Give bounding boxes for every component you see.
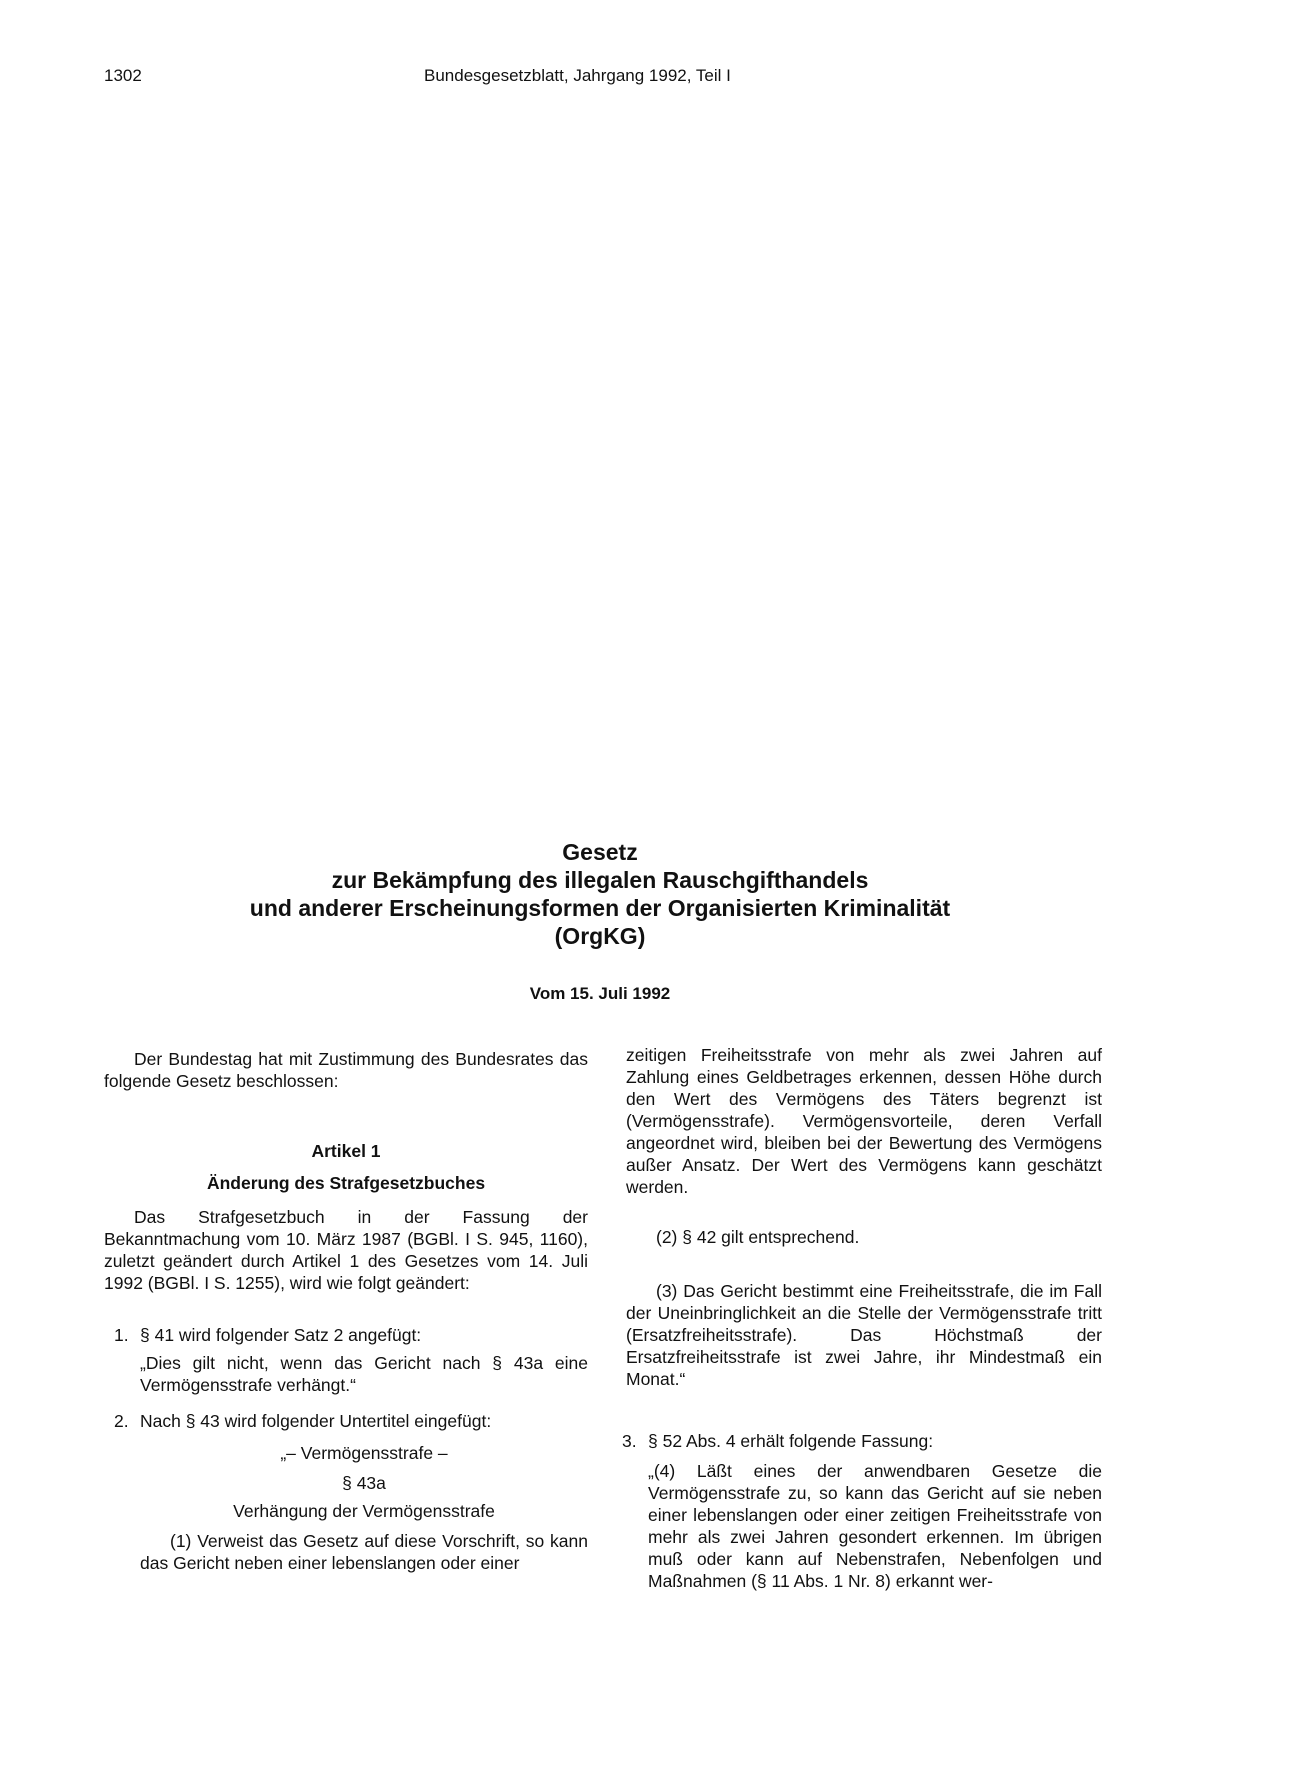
section-title: Verhängung der Vermögensstrafe [233, 1501, 495, 1521]
preamble: Der Bundestag hat mit Zustimmung des Bundesrates das folgende Gesetz beschlossen: [104, 1049, 588, 1091]
list-item-text: Nach § 43 wird folgender Untertitel eingefügt: [140, 1411, 492, 1431]
law-title-line3: und anderer Erscheinungsformen der Organisierten Kriminalität [249, 895, 951, 921]
list-item-number: 1. [114, 1325, 129, 1345]
law-title-abbreviation: (OrgKG) [554, 923, 646, 949]
quote-item-1: „Dies gilt nicht, wenn das Gericht nach § 43a eine Vermögensstrafe verhängt.“ [140, 1353, 588, 1395]
subtitle-quote: „– Vermögensstrafe – [280, 1443, 448, 1463]
section-number: § 43a [342, 1473, 386, 1493]
list-item-text: § 52 Abs. 4 erhält folgende Fassung: [648, 1431, 934, 1451]
list-item-number: 2. [114, 1411, 129, 1431]
paragraph-1-continued: zeitigen Freiheitsstrafe von mehr als zwei Jahren auf Zahlung eines Geldbetrages erkennen, dessen Höhe durch den Wert des Vermögens des Täters begrenzt ist (Vermögensstrafe). Vermögensvorteile, deren Verfall angeordnet wird, bleiben bei der Bewertung des Vermögens außer Ansatz. Der Wert des Vermögens kann geschätzt werden. [626, 1045, 1102, 1197]
law-title-line2: zur Bekämpfung des illegalen Rauschgifthandels [331, 867, 869, 893]
paragraph-1-start: (1) Verweist das Gesetz auf diese Vorschrift, so kann das Gericht neben einer lebenslangen oder einer [140, 1531, 588, 1573]
page-number: 1302 [104, 66, 142, 85]
paragraph-3: (3) Das Gericht bestimmt eine Freiheitsstrafe, die im Fall der Uneinbringlichkeit an die Stelle der Vermögensstrafe tritt (Ersatzfreiheitsstrafe). Das Höchstmaß der Ersatzfreiheitsstrafe ist zwei Jahre, ihr Mindestmaß ein Monat.“ [626, 1281, 1102, 1389]
law-title-gesetz: Gesetz [562, 839, 638, 865]
article-subtitle: Änderung des Strafgesetzbuches [206, 1173, 486, 1193]
quote-item-3: „(4) Läßt eines der anwendbaren Gesetze die Vermögensstrafe zu, so kann das Gericht auf sie neben einer lebenslangen oder einer zeitigen Freiheitsstrafe von mehr als zwei Jahren gesondert erkennen. Im übrigen muß oder kann auf Nebenstrafen, Nebenfolgen und Maßnahmen (§ 11 Abs. 1 Nr. 8) erkannt wer- [648, 1461, 1102, 1591]
article-intro: Das Strafgesetzbuch in der Fassung der Bekanntmachung vom 10. März 1987 (BGBl. I S. 945, 1160), zuletzt geändert durch Artikel 1 des Gesetzes vom 14. Juli 1992 (BGBl. I S. 1255), wird wie folgt geändert: [104, 1207, 588, 1293]
paragraph-2: (2) § 42 gilt entsprechend. [656, 1227, 860, 1247]
list-item-text: § 41 wird folgender Satz 2 angefügt: [140, 1325, 422, 1345]
list-item-number: 3. [622, 1431, 637, 1451]
publication-header: Bundesgesetzblatt, Jahrgang 1992, Teil I [424, 66, 731, 85]
law-date: Vom 15. Juli 1992 [529, 984, 671, 1003]
article-heading: Artikel 1 [311, 1141, 381, 1161]
